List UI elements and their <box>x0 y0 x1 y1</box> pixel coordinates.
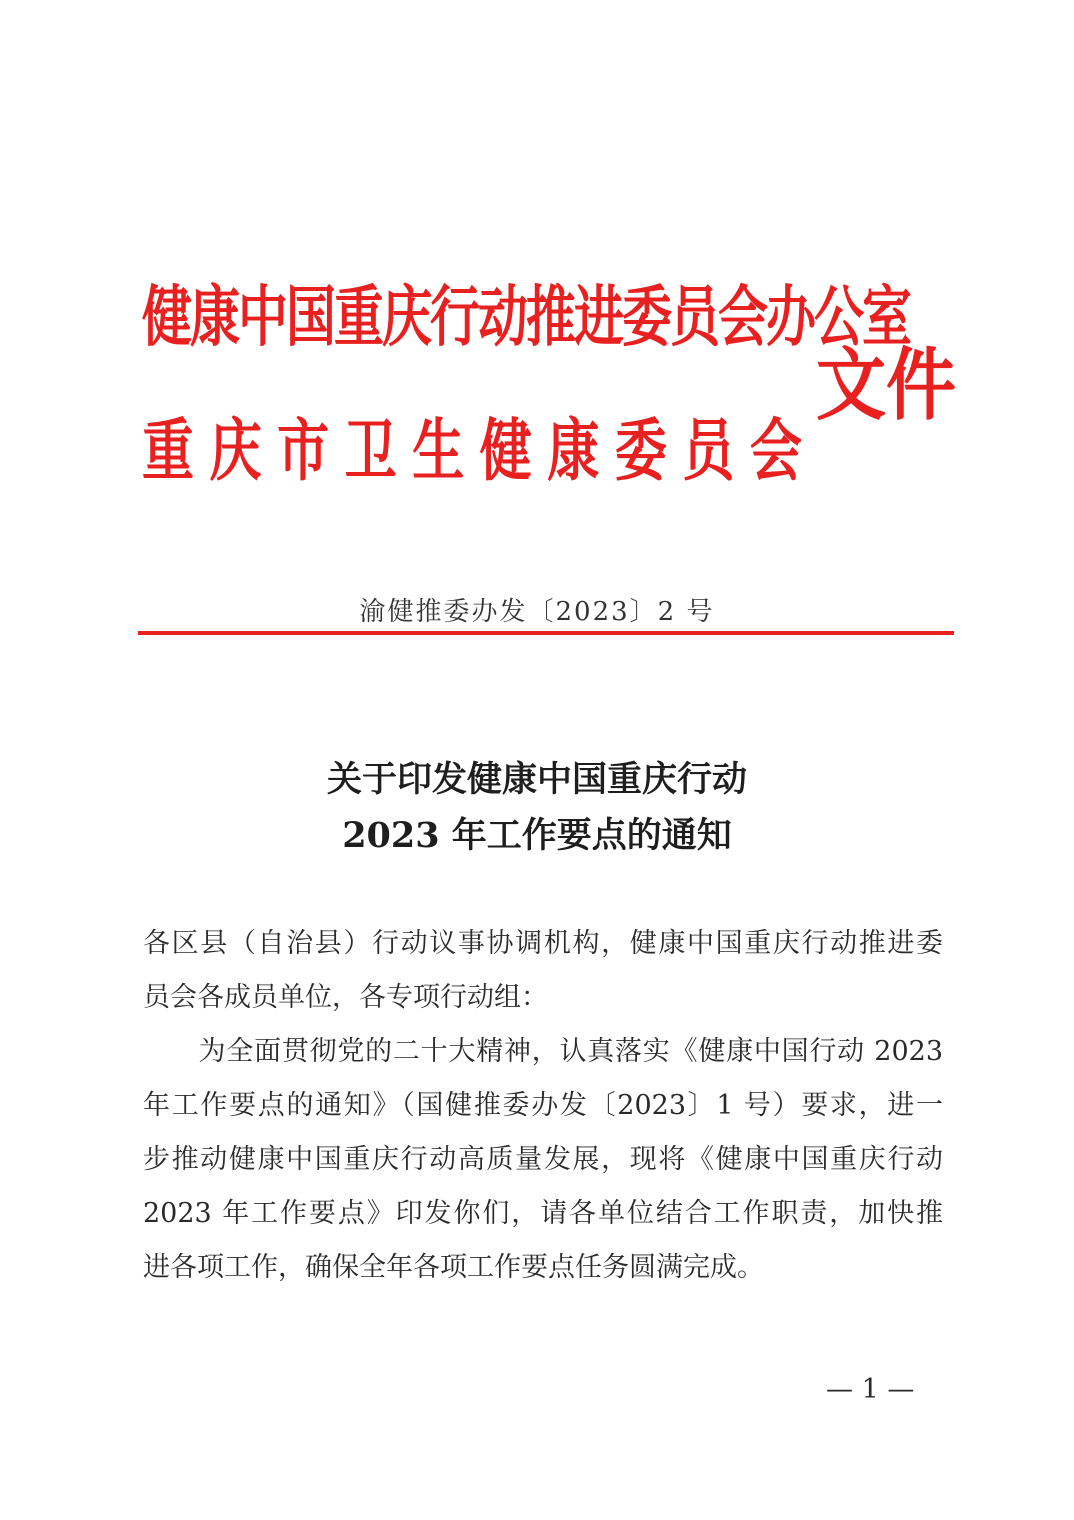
body-line: 员会各成员单位，各专项行动组： <box>143 982 548 1013</box>
body-line: 为全面贯彻党的二十大精神，认真落实《健康中国行动 2023 <box>143 1036 943 1067</box>
body-line: 各区县（自治县）行动议事协调机构，健康中国重庆行动推进委 <box>143 928 943 959</box>
body-line: 步推动健康中国重庆行动高质量发展，现将《健康中国重庆行动 <box>143 1144 943 1175</box>
issuing-commission-name <box>142 412 802 491</box>
body-line: 进各项工作，确保全年各项工作要点任务圆满完成。 <box>143 1252 764 1283</box>
document-title-line-2: 2023 年工作要点的通知 <box>342 815 732 856</box>
document-number: 渝健推委办发〔2023〕2 号 <box>359 597 715 627</box>
issuing-office-name: 健康中国重庆行动推进委员会办公室 <box>142 278 910 356</box>
commission-char: 委 <box>614 412 667 491</box>
commission-char: 健 <box>479 412 532 491</box>
commission-char: 生 <box>412 412 465 491</box>
body-line: 年工作要点的通知》（国健推委办发〔2023〕1 号）要求，进一 <box>143 1090 943 1121</box>
commission-char: 卫 <box>344 412 397 491</box>
commission-char: 员 <box>682 412 735 491</box>
body-line: 2023 年工作要点》印发你们，请各单位结合工作职责，加快推 <box>143 1198 943 1229</box>
document-title-line-1: 关于印发健康中国重庆行动 <box>326 759 747 800</box>
commission-char: 会 <box>749 412 802 491</box>
commission-char: 康 <box>547 412 600 491</box>
commission-char: 市 <box>277 412 330 491</box>
red-header-divider <box>138 631 954 635</box>
commission-char: 庆 <box>209 412 262 491</box>
commission-char: 重 <box>142 412 195 491</box>
document-type-label: 文件 <box>816 339 956 432</box>
page-number: — 1 — <box>826 1374 915 1405</box>
